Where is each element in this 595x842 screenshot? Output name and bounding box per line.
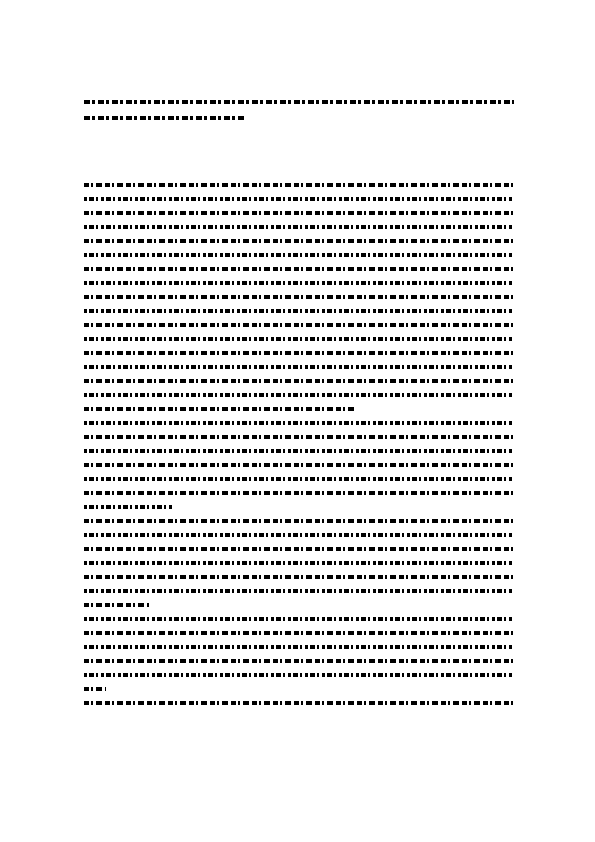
text-line (84, 337, 514, 341)
paragraph (84, 701, 514, 705)
text-line (84, 449, 514, 453)
text-line (84, 589, 514, 593)
text-line (84, 533, 514, 537)
paragraph (84, 421, 514, 509)
text-line (84, 701, 514, 705)
text-line (84, 351, 514, 355)
text-line (84, 519, 514, 523)
text-line (84, 673, 514, 677)
paragraph (84, 519, 514, 607)
text-line (84, 267, 514, 271)
text-line (84, 547, 514, 551)
text-line (84, 407, 355, 411)
text-line (84, 393, 514, 397)
text-line (84, 253, 514, 257)
text-line (84, 239, 514, 243)
document-body (84, 183, 514, 715)
text-line (84, 421, 514, 425)
paragraph (84, 183, 514, 411)
title-line (84, 116, 244, 120)
text-line (84, 309, 514, 313)
document-title (84, 100, 514, 132)
text-line (84, 281, 514, 285)
text-line (84, 365, 514, 369)
text-line (84, 491, 514, 495)
text-line (84, 617, 514, 621)
text-line (84, 197, 514, 201)
text-line (84, 379, 514, 383)
title-line (84, 100, 514, 104)
text-line (84, 435, 514, 439)
text-line (84, 631, 514, 635)
text-line (84, 575, 514, 579)
text-line (84, 603, 149, 607)
text-line (84, 211, 514, 215)
text-line (84, 659, 514, 663)
text-line (84, 645, 514, 649)
text-line (84, 505, 174, 509)
text-line (84, 225, 514, 229)
text-line (84, 477, 514, 481)
text-line (84, 183, 514, 187)
text-line (84, 687, 106, 691)
text-line (84, 323, 514, 327)
text-line (84, 463, 514, 467)
paragraph (84, 617, 514, 691)
text-line (84, 561, 514, 565)
text-line (84, 295, 514, 299)
